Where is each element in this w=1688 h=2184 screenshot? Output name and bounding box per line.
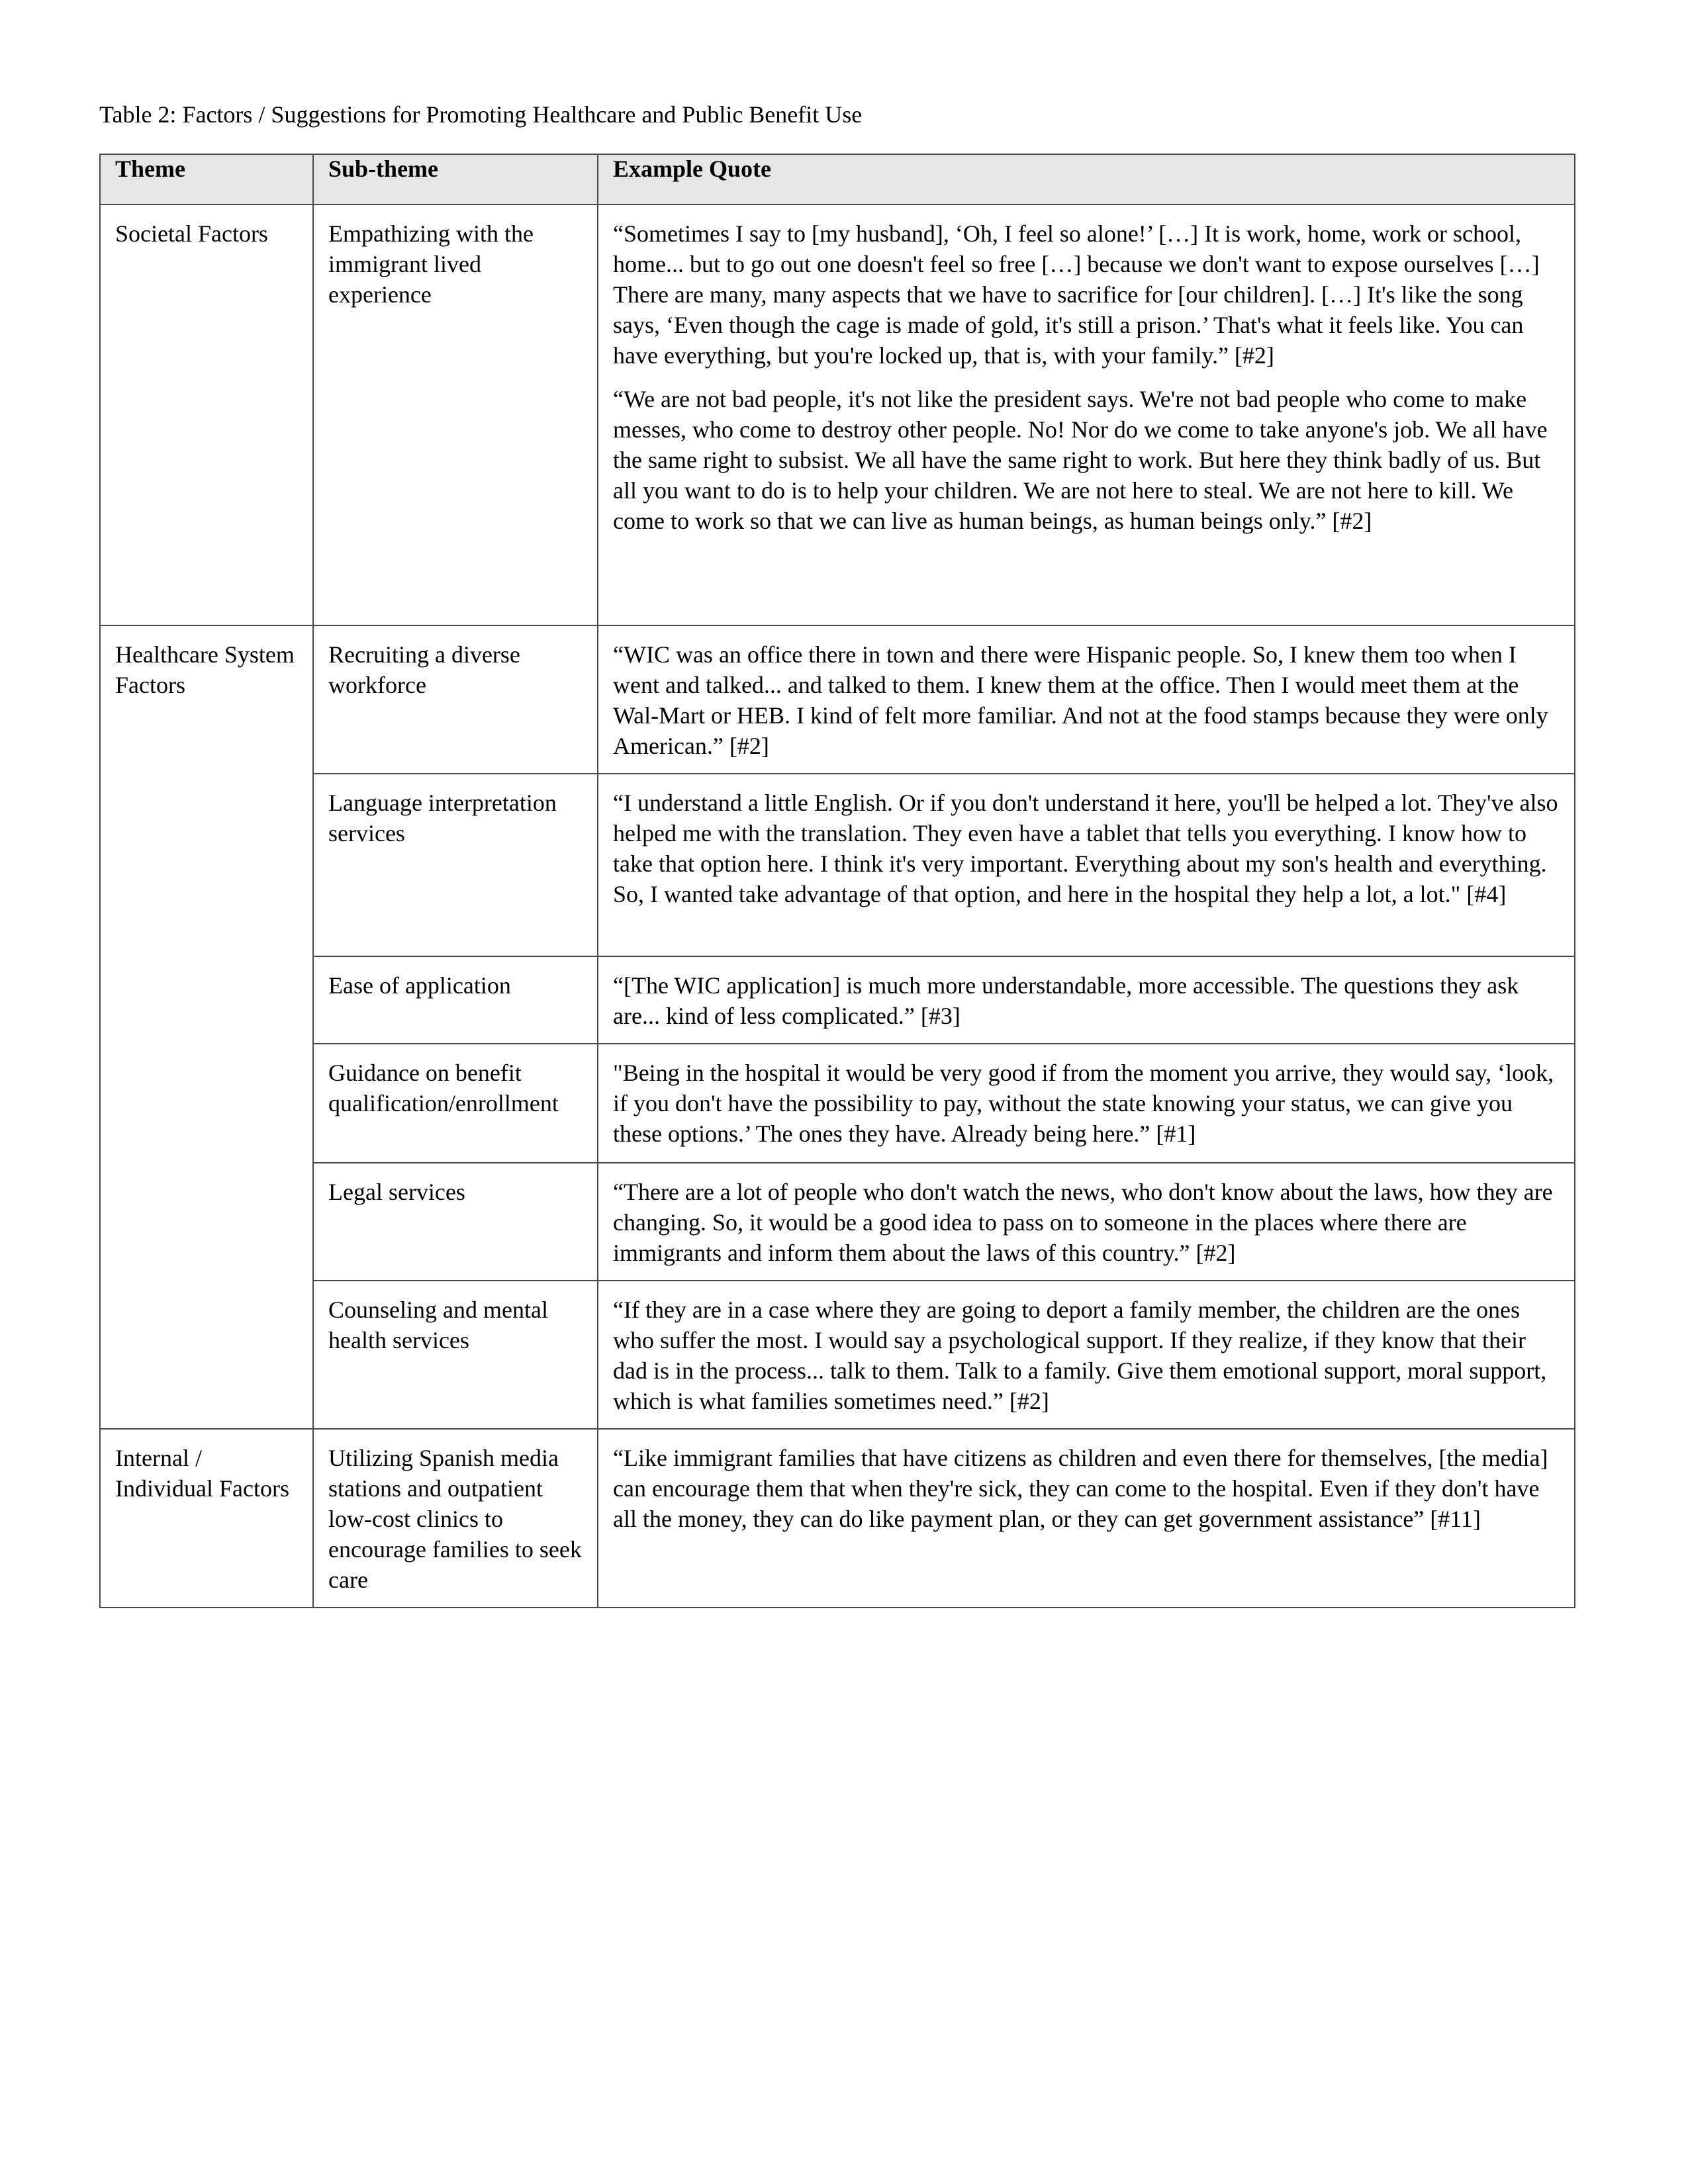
quote-cell: [598, 625, 1575, 774]
subtheme-cell: Legal services: [313, 1163, 598, 1281]
quote-text: "Being in the hospital it would be very good if from the moment you arrive, they would say, ‘look, if you don't have the possibility to pay, without the state knowing your status, we can give you these options.’ The ones they have. Already being here.” [#1]: [613, 1060, 1554, 1147]
quote-cell: [598, 956, 1575, 1044]
table-row: [100, 774, 1575, 956]
quote-text: “I understand a little English. Or if you don't understand it here, you'll be helped a lot. They've also helped me with the translation. They even have a tablet that tells you everything. I know how to take that option here. I think it's very important. Everything about my son's health and everything. So, I wanted take advantage of that option, and here in the hospital they help a lot, a lot." [#4]: [613, 790, 1558, 907]
quote-text: “Sometimes I say to [my husband], ‘Oh, I feel so alone!’ […] It is work, home, work or school, home... but to go out one doesn't feel so free […] because we don't want to expose ourselves […] There are many, many aspects that we have to sacrifice for [our children]. […] It's like the song says, ‘Even though the cage is made of gold, it's still a prison.’ That's what it feels like. You can have everything, but you're locked up, that is, with your family.” [#2]: [613, 220, 1540, 369]
quote-cell: [598, 1163, 1575, 1281]
subtheme-cell: Language interpretation services: [313, 774, 598, 956]
subtheme-cell: Utilizing Spanish media stations and outpatient low-cost clinics to encourage families to seek care: [313, 1429, 598, 1608]
quote-text: “We are not bad people, it's not like the president says. We're not bad people who come to make messes, who come to destroy other people. No! Nor do we come to take anyone's job. We all have the same right to subsist. We all have the same right to work. But here they think badly of us. But all you want to do is to help your children. We are not here to steal. We are not here to kill. We come to work so that we can live as human beings, as human beings only.” [#2]: [613, 386, 1548, 534]
quote-text: “[The WIC application] is much more understandable, more accessible. The questions they ask are... kind of less complicated.” [#3]: [613, 972, 1519, 1029]
table-row: [100, 1044, 1575, 1163]
table-row: [100, 1281, 1575, 1429]
quote-cell: [598, 774, 1575, 956]
theme-cell: Internal / Individual Factors: [100, 1429, 313, 1608]
subtheme-cell: Recruiting a diverse workforce: [313, 625, 598, 774]
subtheme-cell: Empathizing with the immigrant lived experience: [313, 205, 598, 625]
table-row: [100, 1429, 1575, 1608]
table-row: [100, 956, 1575, 1044]
table-body: [100, 205, 1575, 1608]
table-caption: Table 2: Factors / Suggestions for Promoting Healthcare and Public Benefit Use: [99, 101, 863, 128]
header-theme: Theme: [100, 154, 313, 205]
quote-cell: [598, 1044, 1575, 1163]
table-header: [100, 154, 1575, 205]
header-quote: Example Quote: [598, 154, 1575, 205]
quote-text: “There are a lot of people who don't watch the news, who don't know about the laws, how they are changing. So, it would be a good idea to pass on to someone in the places where there are immigrants and inform them about the laws of this country.” [#2]: [613, 1179, 1553, 1266]
quote-text: “WIC was an office there in town and there were Hispanic people. So, I knew them too when I went and talked... and talked to them. I knew them at the office. Then I would meet them at the Wal-Mart or HEB. I kind of felt more familiar. And not at the food stamps because they were only American.” [#2]: [613, 641, 1548, 759]
factors-table: [99, 154, 1575, 1608]
theme-cell: Societal Factors: [100, 205, 313, 625]
header-subtheme: Sub-theme: [313, 154, 598, 205]
quote-cell: [598, 1281, 1575, 1429]
quote-cell: [598, 205, 1575, 625]
table-row: [100, 205, 1575, 625]
subtheme-cell: Counseling and mental health services: [313, 1281, 598, 1429]
quote-text: “If they are in a case where they are going to deport a family member, the children are the ones who suffer the most. I would say a psychological support. If they realize, if they know that their dad is in the process... talk to them. Talk to a family. Give them emotional support, moral support, which is what families sometimes need.” [#2]: [613, 1297, 1547, 1414]
subtheme-cell: Ease of application: [313, 956, 598, 1044]
quote-cell: [598, 1429, 1575, 1608]
theme-cell: Healthcare System Factors: [100, 625, 313, 1429]
table-row: [100, 625, 1575, 774]
header-row: [100, 154, 1575, 205]
table-row: [100, 1163, 1575, 1281]
subtheme-cell: Guidance on benefit qualification/enrollment: [313, 1044, 598, 1163]
quote-text: “Like immigrant families that have citizens as children and even there for themselves, [the media] can encourage them that when they're sick, they can come to the hospital. Even if they don't have all the money, they can do like payment plan, or they can get government assistance” [#11]: [613, 1445, 1548, 1532]
